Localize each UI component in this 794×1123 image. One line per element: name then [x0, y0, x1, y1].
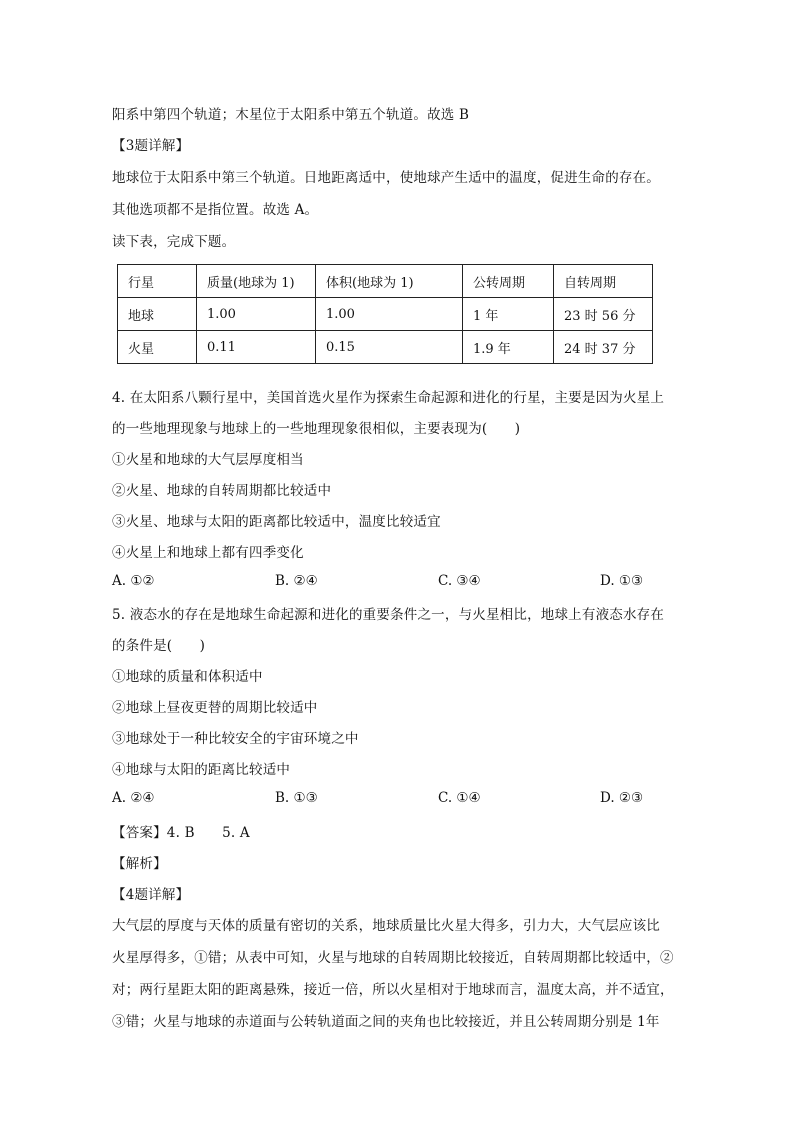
table-cell: 1 年 [463, 298, 554, 331]
question-4-item: ④火星上和地球上都有四季变化 [112, 545, 304, 561]
table-cell: 1.00 [316, 298, 463, 331]
table-header-cell: 自转周期 [554, 265, 653, 298]
table-cell: 0.11 [197, 331, 316, 364]
detail-heading: 【4题详解】 [112, 887, 190, 903]
analysis-heading: 【解析】 [112, 856, 167, 872]
table-cell: 1.9 年 [463, 331, 554, 364]
question-5-item: ②地球上昼夜更替的周期比较适中 [112, 700, 318, 716]
text-line: 读下表，完成下题。 [112, 234, 236, 250]
question-4-item: ②火星、地球的自转周期都比较适中 [112, 483, 332, 499]
question-5-option-b: B. ①③ [275, 790, 318, 806]
question-4-option-a: A. ①② [112, 573, 155, 589]
question-4-item: ③火星、地球与太阳的距离都比较适中，温度比较适宜 [112, 514, 441, 530]
explanation-line: ③错；火星与地球的赤道面与公转轨道面之间的夹角也比较接近，并且公转周期分别是 1年 [112, 1014, 660, 1030]
question-5-stem: 5. 液态水的存在是地球生命起源和进化的重要条件之一，与火星相比，地球上有液态水存在 [112, 607, 665, 623]
table-header-cell: 行星 [118, 265, 197, 298]
question-5-stem: 的条件是( ) [112, 638, 206, 654]
planet-table [117, 264, 653, 364]
answer-line: 【答案】4. B 5. A [112, 825, 250, 841]
question-5-option-c: C. ①④ [438, 790, 481, 806]
table-header-cell: 体积(地球为 1) [316, 265, 463, 298]
table-header-row [118, 265, 653, 298]
text-line: 其他选项都不是指位置。故选 A。 [112, 202, 319, 218]
explanation-line: 火星厚得多，①错；从表中可知，火星与地球的自转周期比较接近，自转周期都比较适中，② [112, 950, 674, 966]
table-cell: 0.15 [316, 331, 463, 364]
question-5-item: ④地球与太阳的距离比较适中 [112, 762, 291, 778]
question-4-option-c: C. ③④ [438, 573, 481, 589]
question-4-stem: 4. 在太阳系八颗行星中，美国首选火星作为探索生命起源和进化的行星，主要是因为火星上 [112, 390, 665, 406]
table-cell: 24 时 37 分 [554, 331, 653, 364]
question-4-item: ①火星和地球的大气层厚度相当 [112, 452, 304, 468]
table-header-cell: 公转周期 [463, 265, 554, 298]
question-5-item: ①地球的质量和体积适中 [112, 669, 263, 685]
question-4-option-b: B. ②④ [275, 573, 318, 589]
question-4-stem: 的一些地理现象与地球上的一些地理现象很相似，主要表现为( ) [112, 421, 521, 437]
text-line: 阳系中第四个轨道；木星位于太阳系中第五个轨道。故选 B [112, 107, 470, 123]
explanation-line: 对；两行星距太阳的距离悬殊，接近一倍，所以火星相对于地球而言，温度太高，并不适宜， [112, 982, 674, 998]
table-row [118, 331, 653, 364]
question-5-option-d: D. ②③ [600, 790, 644, 806]
text-line: 地球位于太阳系中第三个轨道。日地距离适中，使地球产生适中的温度，促进生命的存在。 [112, 170, 660, 186]
question-5-option-a: A. ②④ [112, 790, 155, 806]
question-5-item: ③地球处于一种比较安全的宇宙环境之中 [112, 731, 359, 747]
table-header-cell: 质量(地球为 1) [197, 265, 316, 298]
table-cell: 地球 [118, 298, 197, 331]
table-cell: 火星 [118, 331, 197, 364]
table-cell: 23 时 56 分 [554, 298, 653, 331]
explanation-line: 大气层的厚度与天体的质量有密切的关系，地球质量比火星大得多，引力大，大气层应该比 [112, 918, 660, 934]
table-cell: 1.00 [197, 298, 316, 331]
question-4-option-d: D. ①③ [600, 573, 644, 589]
table-row [118, 298, 653, 331]
section-heading: 【3题详解】 [112, 138, 190, 154]
